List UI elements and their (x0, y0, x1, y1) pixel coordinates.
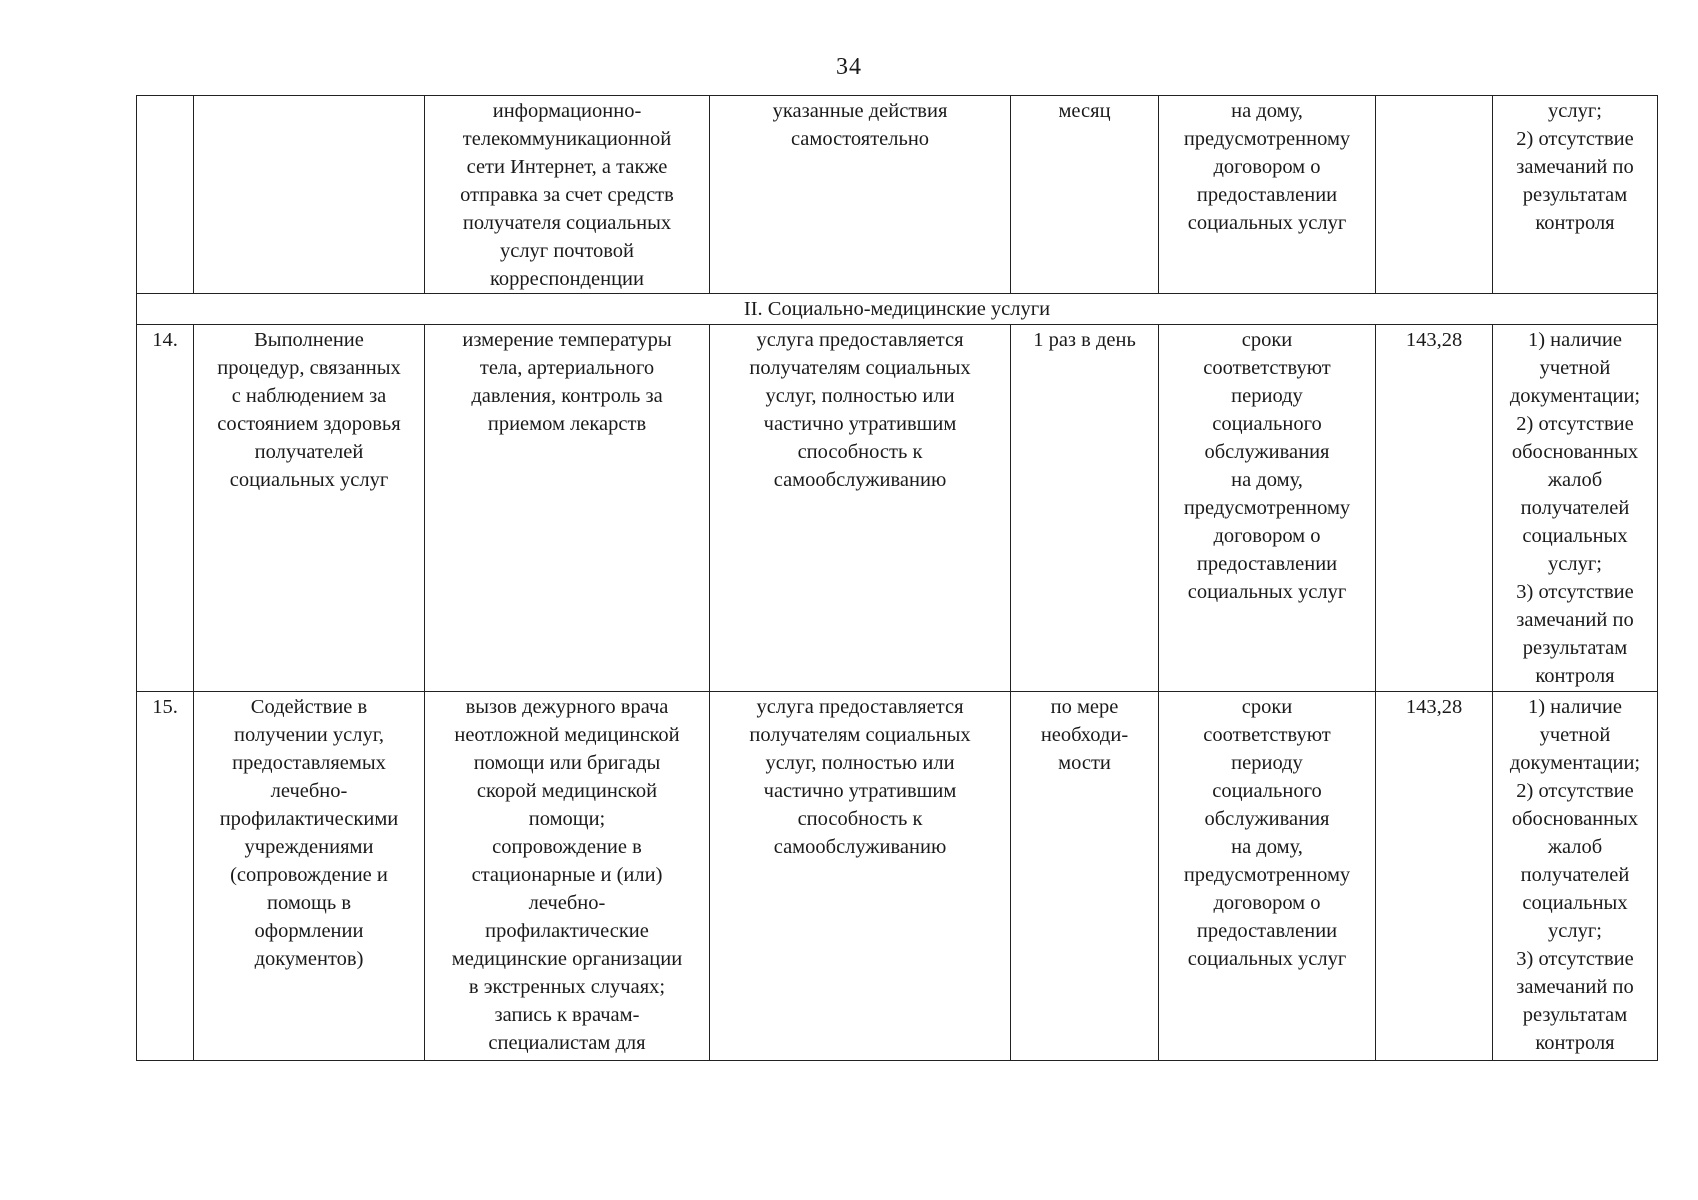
cell-line: специалистам для (488, 1032, 646, 1054)
cell-num (137, 96, 194, 294)
cell-line: самообслуживанию (773, 469, 947, 491)
cell-line: контроля (1535, 212, 1615, 234)
cell-line: мости (1058, 752, 1111, 774)
cell-line: учетной (1539, 357, 1611, 379)
service-quality (1493, 325, 1658, 692)
cell-line: получателей (254, 441, 364, 463)
cell-line: помощи; (528, 808, 606, 830)
cell-line: 1) наличие (1527, 696, 1623, 718)
cell-line: услуг почтовой (499, 240, 635, 262)
cell-line: лечебно- (270, 780, 348, 802)
cell-line: получателям социальных (749, 357, 971, 379)
cell-line: с наблюдением за (231, 385, 387, 407)
cell-line: указанные действия (772, 100, 948, 122)
cell-line: предоставлении (1196, 920, 1338, 942)
social-services-table (136, 95, 1658, 1061)
service-content (425, 692, 710, 1061)
cell-line: способность к (797, 808, 923, 830)
cell-line: давления, контроль за (471, 385, 663, 407)
section-row (137, 294, 1658, 325)
cell-line: периоду (1231, 752, 1303, 774)
cell-line: 1 раз в день (1033, 329, 1136, 351)
cell-line: контроля (1535, 1032, 1615, 1054)
cell-line: соответствуют (1203, 724, 1331, 746)
cell-line: приемом лекарств (487, 413, 647, 435)
cell-line: замечаний по (1516, 609, 1634, 631)
cell-line: на дому, (1231, 469, 1303, 491)
cell-line: профилактические (485, 920, 649, 942)
table-row (137, 692, 1658, 1061)
cell-line: предусмотренному (1183, 497, 1351, 519)
service-terms (1159, 325, 1376, 692)
cell-conditions (710, 96, 1011, 294)
table-row (137, 325, 1658, 692)
cell-line: необходи- (1040, 724, 1129, 746)
cell-line: частично утратившим (763, 413, 957, 435)
cell-line: предоставлении (1196, 553, 1338, 575)
cell-tariff (1376, 96, 1493, 294)
cell-line: услуг; (1548, 920, 1602, 942)
cell-line: договором о (1213, 156, 1321, 178)
cell-line: социальных услуг (229, 469, 389, 491)
cell-line: 2) отсутствие (1516, 413, 1634, 435)
cell-line: 3) отсутствие (1516, 948, 1634, 970)
cell-line: услуга предоставляется (756, 329, 964, 351)
cell-line: договором о (1213, 525, 1321, 547)
cell-line: тела, артериального (479, 357, 655, 379)
cell-quality (1493, 96, 1658, 294)
cell-line: профилактическими (219, 808, 399, 830)
cell-line: результатам (1522, 637, 1628, 659)
cell-line: социальных (1522, 525, 1628, 547)
cell-line: неотложной медицинской (454, 724, 680, 746)
cell-line: предоставлении (1196, 184, 1338, 206)
cell-line: предоставляемых (232, 752, 386, 774)
cell-line: (сопровождение и (230, 864, 388, 886)
cell-line: социальных услуг (1187, 948, 1347, 970)
service-name (194, 325, 425, 692)
cell-line: учреждениями (244, 836, 374, 858)
cell-line: измерение температуры (462, 329, 672, 351)
cell-line: документов) (254, 948, 364, 970)
cell-line: предусмотренному (1183, 864, 1351, 886)
cell-line: замечаний по (1516, 156, 1634, 178)
cell-line: телекоммуникационной (462, 128, 672, 150)
continuation-row (137, 96, 1658, 294)
cell-line: получателей (1520, 864, 1630, 886)
cell-line: услуг; (1548, 553, 1602, 575)
service-frequency (1011, 692, 1159, 1061)
cell-line: замечаний по (1516, 976, 1634, 998)
cell-line: запись к врачам- (494, 1004, 640, 1026)
cell-line: вызов дежурного врача (465, 696, 669, 718)
service-quality (1493, 692, 1658, 1061)
cell-line: социального (1212, 413, 1322, 435)
cell-line: состоянием здоровья (217, 413, 401, 435)
cell-line: получателя социальных (462, 212, 672, 234)
cell-line: договором о (1213, 892, 1321, 914)
cell-line: 3) отсутствие (1516, 581, 1634, 603)
cell-line: сроки (1241, 329, 1293, 351)
cell-line: медицинские организации (451, 948, 683, 970)
cell-line: 2) отсутствие (1516, 780, 1634, 802)
cell-line: предусмотренному (1183, 128, 1351, 150)
cell-line: обслуживания (1204, 441, 1330, 463)
cell-line: услуг, полностью или (765, 752, 955, 774)
service-content (425, 325, 710, 692)
cell-line: лечебно- (528, 892, 606, 914)
cell-line: социальных (1522, 892, 1628, 914)
cell-line: документации; (1509, 752, 1641, 774)
service-tariff: 143,28 (1376, 692, 1493, 1061)
cell-line: сети Интернет, а также (466, 156, 668, 178)
cell-line: Содействие в (250, 696, 368, 718)
page-number: 34 (836, 54, 862, 80)
cell-terms (1159, 96, 1376, 294)
service-name (194, 692, 425, 1061)
cell-line: жалоб (1547, 836, 1603, 858)
row-number: 14. (137, 325, 194, 692)
cell-line: документации; (1509, 385, 1641, 407)
cell-line: услуг; (1548, 100, 1602, 122)
cell-line: обоснованных (1511, 441, 1639, 463)
cell-line: услуг, полностью или (765, 385, 955, 407)
cell-line: получателям социальных (749, 724, 971, 746)
cell-line: стационарные и (или) (471, 864, 663, 886)
cell-line: 2) отсутствие (1516, 128, 1634, 150)
cell-line: частично утратившим (763, 780, 957, 802)
cell-line: оформлении (254, 920, 364, 942)
cell-line: обоснованных (1511, 808, 1639, 830)
service-conditions (710, 325, 1011, 692)
section-title: II. Социально-медицинские услуги (137, 294, 1658, 325)
cell-line: услуга предоставляется (756, 696, 964, 718)
cell-line: социальных услуг (1187, 212, 1347, 234)
cell-line: жалоб (1547, 469, 1603, 491)
cell-line: самообслуживанию (773, 836, 947, 858)
cell-line: учетной (1539, 724, 1611, 746)
cell-line: самостоятельно (790, 128, 930, 150)
cell-line: соответствуют (1203, 357, 1331, 379)
cell-line: обслуживания (1204, 808, 1330, 830)
cell-line: по мере (1050, 696, 1119, 718)
cell-line: способность к (797, 441, 923, 463)
cell-line: в экстренных случаях; (468, 976, 666, 998)
cell-line: сроки (1241, 696, 1293, 718)
cell-line: периоду (1231, 385, 1303, 407)
cell-line: социального (1212, 780, 1322, 802)
cell-line: контроля (1535, 665, 1615, 687)
row-number: 15. (137, 692, 194, 1061)
cell-line: получателей (1520, 497, 1630, 519)
cell-line: отправка за счет средств (460, 184, 674, 206)
cell-line: корреспонденции (490, 268, 644, 290)
service-frequency (1011, 325, 1159, 692)
cell-line: информационно- (492, 100, 642, 122)
cell-line: получении услуг, (234, 724, 384, 746)
cell-line: помощь в (267, 892, 351, 914)
cell-line: процедур, связанных (217, 357, 401, 379)
cell-line: результатам (1522, 1004, 1628, 1026)
cell-content (425, 96, 710, 294)
service-conditions (710, 692, 1011, 1061)
cell-line: на дому, (1231, 836, 1303, 858)
cell-line: социальных услуг (1187, 581, 1347, 603)
cell-frequency (1011, 96, 1159, 294)
service-tariff: 143,28 (1376, 325, 1493, 692)
cell-line: скорой медицинской (476, 780, 658, 802)
cell-line: на дому, (1231, 100, 1303, 122)
cell-line: Выполнение (254, 329, 364, 351)
service-terms (1159, 692, 1376, 1061)
cell-line: результатам (1522, 184, 1628, 206)
cell-line: 1) наличие (1527, 329, 1623, 351)
cell-name (194, 96, 425, 294)
cell-line: помощи или бригады (473, 752, 661, 774)
cell-line: месяц (1058, 100, 1111, 122)
cell-line: сопровождение в (492, 836, 642, 858)
